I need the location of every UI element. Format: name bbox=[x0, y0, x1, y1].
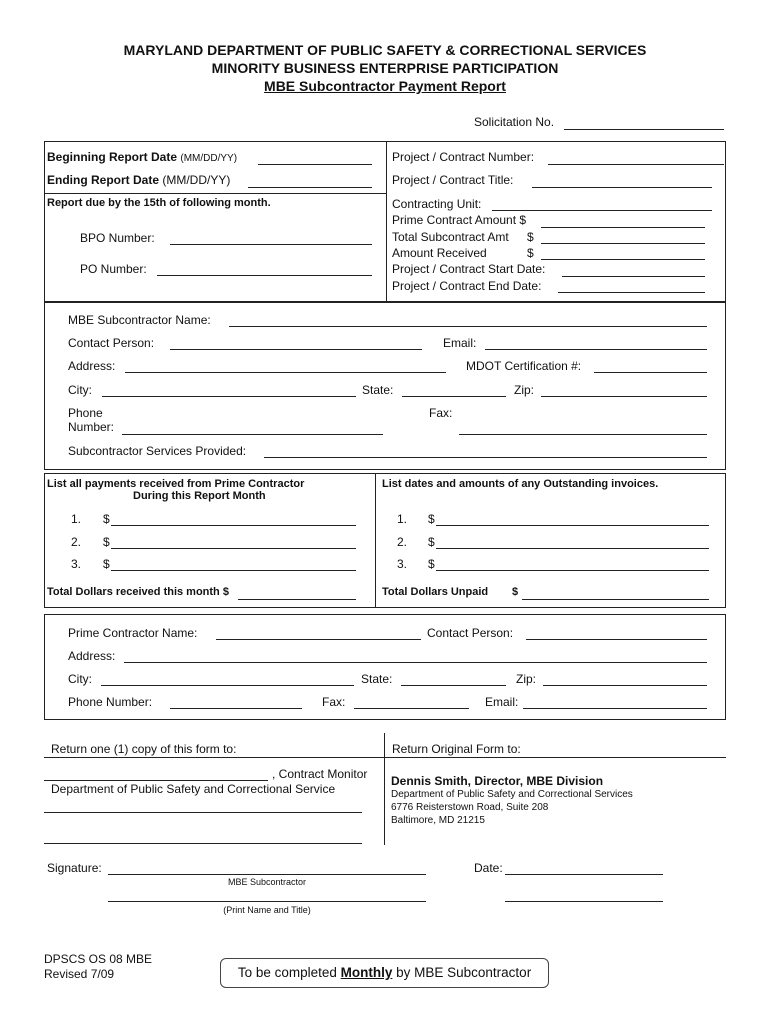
prime-phone-label: Phone Number: bbox=[68, 695, 153, 709]
prime-contact-field[interactable] bbox=[526, 639, 707, 640]
sub-email-label: Email: bbox=[443, 336, 477, 350]
sub-email-field[interactable] bbox=[485, 349, 707, 350]
print-date-field[interactable] bbox=[505, 901, 663, 902]
prime-zip-label: Zip: bbox=[516, 672, 537, 686]
payment-dollar-3: $ bbox=[103, 557, 110, 571]
prime-state-field[interactable] bbox=[401, 685, 506, 686]
return-header-line bbox=[44, 757, 726, 758]
sub-city-field[interactable] bbox=[102, 396, 356, 397]
po-number-label: PO Number: bbox=[80, 262, 147, 276]
sub-fax-label: Fax: bbox=[429, 406, 453, 420]
po-number-field[interactable] bbox=[157, 275, 372, 276]
sub-state-label: State: bbox=[362, 383, 394, 397]
total-subcontract-dollar: $ bbox=[527, 230, 534, 244]
total-subcontract-field[interactable] bbox=[541, 243, 705, 244]
sub-state-field[interactable] bbox=[402, 396, 506, 397]
contracting-unit-label: Contracting Unit: bbox=[392, 197, 482, 211]
payment-dollar-2: $ bbox=[103, 535, 110, 549]
sub-zip-field[interactable] bbox=[541, 396, 707, 397]
form-title: MBE Subcontractor Payment Report bbox=[264, 78, 506, 94]
prime-fax-field[interactable] bbox=[354, 708, 469, 709]
prime-email-field[interactable] bbox=[523, 708, 707, 709]
payment-number-2: 2. bbox=[71, 535, 82, 549]
sub-zip-label: Zip: bbox=[514, 383, 535, 397]
total-unpaid-dollar: $ bbox=[512, 586, 519, 598]
payments-received-title-1: List all payments received from Prime Contractor bbox=[47, 478, 305, 490]
ending-date-label: Ending Report Date (MM/DD/YY) bbox=[47, 173, 231, 187]
return-address-line-1[interactable] bbox=[44, 812, 362, 813]
sub-address-field[interactable] bbox=[125, 372, 446, 373]
prime-contact-label: Contact Person: bbox=[427, 626, 514, 640]
signature-caption: MBE Subcontractor bbox=[227, 877, 307, 887]
report-dates-divider bbox=[44, 193, 386, 194]
outstanding-invoices-title: List dates and amounts of any Outstanding invoices. bbox=[382, 478, 659, 490]
bpo-number-label: BPO Number: bbox=[80, 231, 155, 245]
invoice-dollar-3: $ bbox=[428, 557, 435, 571]
payment-field-3[interactable] bbox=[111, 570, 356, 571]
payments-received-title-2: During this Report Month bbox=[133, 490, 266, 502]
invoice-field-1[interactable] bbox=[436, 525, 709, 526]
end-date-field[interactable] bbox=[558, 292, 705, 293]
prime-city-field[interactable] bbox=[101, 685, 354, 686]
payment-field-2[interactable] bbox=[111, 548, 356, 549]
payment-number-1: 1. bbox=[71, 512, 82, 526]
ending-date-field[interactable] bbox=[248, 187, 372, 188]
prime-city-label: City: bbox=[68, 672, 92, 686]
total-unpaid-label: Total Dollars Unpaid bbox=[382, 586, 489, 598]
return-dept-left: Department of Public Safety and Correctional Service bbox=[51, 782, 336, 796]
sub-city-label: City: bbox=[68, 383, 92, 397]
total-received-field[interactable] bbox=[238, 599, 356, 600]
sub-fax-field[interactable] bbox=[459, 434, 707, 435]
signature-label: Signature: bbox=[47, 861, 102, 875]
invoice-dollar-2: $ bbox=[428, 535, 435, 549]
mbe-director-name: Dennis Smith, Director, MBE Division bbox=[391, 774, 604, 788]
report-info-divider bbox=[386, 141, 387, 302]
sub-phone-label-1: Phone bbox=[68, 406, 103, 420]
amount-received-label: Amount Received bbox=[392, 246, 487, 260]
prime-phone-field[interactable] bbox=[170, 708, 302, 709]
prime-email-label: Email: bbox=[485, 695, 519, 709]
signature-field[interactable] bbox=[108, 874, 426, 875]
sub-contact-label: Contact Person: bbox=[68, 336, 155, 350]
header-title-line2: MINORITY BUSINESS ENTERPRISE PARTICIPATION bbox=[211, 60, 559, 76]
return-divider bbox=[384, 733, 385, 845]
amount-received-field[interactable] bbox=[541, 259, 705, 260]
prime-name-field[interactable] bbox=[216, 639, 421, 640]
invoice-field-3[interactable] bbox=[436, 570, 709, 571]
solicitation-field[interactable] bbox=[564, 129, 724, 130]
print-name-caption: (Print Name and Title) bbox=[223, 905, 311, 915]
prime-address-field[interactable] bbox=[124, 662, 707, 663]
prime-state-label: State: bbox=[361, 672, 393, 686]
contracting-unit-field[interactable] bbox=[492, 210, 712, 211]
mdot-cert-field[interactable] bbox=[594, 372, 707, 373]
payment-dollar-1: $ bbox=[103, 512, 110, 526]
start-date-field[interactable] bbox=[562, 276, 705, 277]
amount-received-dollar: $ bbox=[527, 246, 534, 260]
form-revised: Revised 7/09 bbox=[44, 967, 115, 981]
completion-note: To be completed Monthly by MBE Subcontractor bbox=[237, 965, 532, 980]
invoice-number-3: 3. bbox=[397, 557, 408, 571]
contract-number-field[interactable] bbox=[548, 164, 724, 165]
payment-number-3: 3. bbox=[71, 557, 82, 571]
start-date-label: Project / Contract Start Date: bbox=[392, 262, 546, 276]
header-title-line1: MARYLAND DEPARTMENT OF PUBLIC SAFETY & CORRECTIONAL SERVICES bbox=[123, 42, 647, 58]
return-copy-label: Return one (1) copy of this form to: bbox=[51, 742, 237, 756]
return-address-2: Baltimore, MD 21215 bbox=[391, 815, 485, 826]
sub-address-label: Address: bbox=[68, 359, 116, 373]
services-field[interactable] bbox=[264, 457, 707, 458]
total-unpaid-field[interactable] bbox=[522, 599, 709, 600]
subcontractor-name-field[interactable] bbox=[229, 326, 707, 327]
invoice-field-2[interactable] bbox=[436, 548, 709, 549]
prime-address-label: Address: bbox=[68, 649, 116, 663]
print-name-field[interactable] bbox=[108, 901, 426, 902]
services-label: Subcontractor Services Provided: bbox=[68, 444, 247, 458]
prime-zip-field[interactable] bbox=[543, 685, 707, 686]
date-field[interactable] bbox=[505, 874, 663, 875]
invoice-number-1: 1. bbox=[397, 512, 408, 526]
prime-fax-label: Fax: bbox=[322, 695, 346, 709]
return-original-label: Return Original Form to: bbox=[392, 742, 521, 756]
date-label: Date: bbox=[474, 861, 503, 875]
payment-field-1[interactable] bbox=[111, 525, 356, 526]
total-subcontract-label: Total Subcontract Amt bbox=[392, 230, 509, 244]
total-received-label: Total Dollars received this month $ bbox=[47, 586, 229, 598]
return-dept-right: Department of Public Safety and Correctional Services bbox=[391, 789, 633, 800]
subcontractor-name-label: MBE Subcontractor Name: bbox=[68, 313, 211, 327]
report-due-note: Report due by the 15th of following month. bbox=[47, 197, 271, 209]
sub-phone-label-2: Number: bbox=[68, 420, 115, 434]
beginning-date-label: Beginning Report Date (MM/DD/YY) bbox=[47, 150, 238, 164]
contract-monitor-label: , Contract Monitor bbox=[272, 767, 368, 781]
report-info-box bbox=[44, 141, 726, 302]
mdot-cert-label: MDOT Certification #: bbox=[466, 359, 582, 373]
form-id: DPSCS OS 08 MBE bbox=[44, 952, 153, 966]
invoice-dollar-1: $ bbox=[428, 512, 435, 526]
payments-divider bbox=[375, 473, 376, 608]
contract-title-label: Project / Contract Title: bbox=[392, 173, 514, 187]
bpo-number-field[interactable] bbox=[170, 244, 372, 245]
prime-name-label: Prime Contractor Name: bbox=[68, 626, 198, 640]
contract-title-field[interactable] bbox=[532, 187, 712, 188]
end-date-label: Project / Contract End Date: bbox=[392, 279, 542, 293]
return-address-line-2[interactable] bbox=[44, 843, 362, 844]
sub-contact-field[interactable] bbox=[170, 349, 422, 350]
beginning-date-field[interactable] bbox=[258, 164, 372, 165]
return-address-1: 6776 Reisterstown Road, Suite 208 bbox=[391, 802, 549, 813]
invoice-number-2: 2. bbox=[397, 535, 408, 549]
prime-contract-amount-label: Prime Contract Amount $ bbox=[392, 213, 527, 227]
contract-monitor-field[interactable] bbox=[44, 780, 268, 781]
contract-number-label: Project / Contract Number: bbox=[392, 150, 535, 164]
sub-phone-field[interactable] bbox=[122, 434, 383, 435]
solicitation-label: Solicitation No. bbox=[474, 115, 555, 129]
prime-contract-amount-field[interactable] bbox=[541, 227, 705, 228]
